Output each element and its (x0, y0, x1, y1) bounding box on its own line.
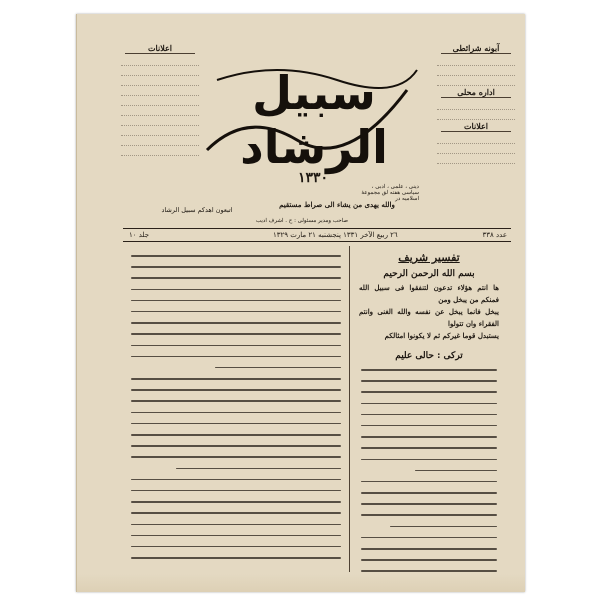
text-line (359, 498, 499, 509)
newspaper-page (76, 14, 525, 592)
text-line (359, 364, 499, 375)
text-line (129, 451, 343, 462)
text-line (129, 407, 343, 418)
text-line (359, 442, 499, 453)
subscription-header: آبونه شرائطى (441, 44, 511, 54)
subscription-info-box (435, 42, 517, 164)
left-column-body (129, 250, 343, 563)
motto: اتبعون اهدكم سبيل الرشاد (161, 206, 233, 214)
office-header: اداره محلى (441, 88, 511, 98)
text-line (359, 454, 499, 465)
text-line (129, 519, 343, 530)
text-line (359, 386, 499, 397)
ads-header-right: اعلانات (441, 122, 511, 132)
left-column (129, 250, 343, 563)
text-line (129, 485, 343, 496)
issue-date: ٢٦ ربيع الآخر ١٣٣١ پنجشنبه ٢١ مارت ١٣٢٩ (273, 231, 398, 239)
masthead-verse: والله يهدى من يشاء الى صراط مستقيم (279, 200, 395, 209)
text-line (129, 317, 343, 328)
text-line (129, 295, 343, 306)
section-title: تفسير شريف (398, 251, 460, 264)
text-line (359, 398, 499, 409)
text-line (129, 261, 343, 272)
text-line (359, 431, 499, 442)
text-line (129, 552, 343, 563)
text-line (129, 373, 343, 384)
text-line (129, 328, 343, 339)
text-line (129, 530, 343, 541)
quran-verse-line-2: يبخل فانما يبخل عن نفسه والله الغنى وانتم الفقراء وان تتولوا (359, 307, 499, 328)
text-line (129, 429, 343, 440)
text-line (129, 351, 343, 362)
dateline-bar (123, 228, 511, 242)
text-line (129, 340, 343, 351)
text-line (359, 375, 499, 386)
text-line (129, 272, 343, 283)
text-line (129, 507, 343, 518)
text-line (359, 409, 499, 420)
text-line (129, 395, 343, 406)
subtitle: دينى ، علمى ، ادبى ، سياسى هفته لق مجموعهٔ اسلاميه در (361, 184, 419, 202)
text-line (359, 476, 499, 487)
text-line (359, 543, 499, 554)
text-line (359, 509, 499, 520)
byline: تركى : حالى عليم (395, 351, 463, 361)
volume-number: جلد ١٠ (129, 231, 150, 239)
ads-header-left: اعلانات (125, 44, 195, 54)
text-line (129, 440, 343, 451)
text-line (359, 554, 499, 565)
newspaper-title: سبيل الرشاد (240, 66, 388, 174)
text-line (129, 496, 343, 507)
text-line (129, 418, 343, 429)
text-line (129, 541, 343, 552)
quran-verse-line-3: يستبدل قوما غيركم ثم لا يكونوا امثالكم (384, 331, 499, 340)
text-line (359, 487, 499, 498)
column-divider (349, 246, 350, 572)
text-line (129, 384, 343, 395)
text-line (359, 420, 499, 431)
text-line (129, 306, 343, 317)
text-line (129, 463, 343, 474)
year-label: ١٣٣٠ (297, 170, 329, 186)
issue-number: عدد ٣٣٨ (482, 231, 507, 239)
owner-line: صاحب ومدير مسئولى : ح . اشرف اديب (256, 218, 348, 224)
basmala: بسم الله الرحمن الرحيم (383, 269, 475, 279)
text-line (129, 284, 343, 295)
text-line (359, 532, 499, 543)
text-line (129, 362, 343, 373)
right-column-body (359, 364, 499, 577)
masthead (77, 14, 525, 224)
text-line (359, 521, 499, 532)
text-line (129, 250, 343, 261)
text-line (359, 465, 499, 476)
quran-verse-line-1: ها انتم هؤلاء تدعون لتنفقوا فى سبيل الله فمنكم من يبخل ومن (359, 283, 499, 304)
right-column (359, 250, 499, 577)
text-line (129, 474, 343, 485)
